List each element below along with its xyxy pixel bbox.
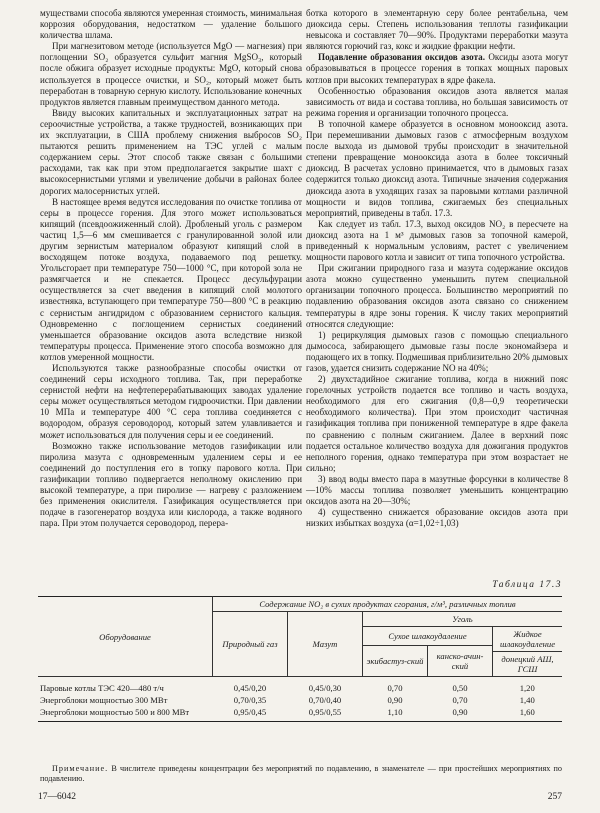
page-number: 257 (547, 792, 562, 802)
header-coal: Уголь (363, 612, 563, 627)
paragraph: Как следует из табл. 17.3, выход оксидов NO₂ в пересчете на диоксид азота на 1 м³ дымовых газов за топочной камерой, приведенный к нормальным условиям, растет с увеличением мощности парового котла и зависит от типа топочного устройства. (306, 218, 568, 263)
cell-donetsk: 1,20 (519, 683, 535, 693)
cell-mazut: 0,70/0,40 (308, 695, 342, 705)
paragraph: Возможно также использование методов газификации или пиролиза мазута с одновременным удалением серы и ее соединений до поступления его в топку парового котла. При газификации топливо подвергается неполному окислению при высокой температуре, а при пиролизе — нагреву с разложением без применения окислителя. Газификация осуществляется при подаче в газогенератор воздуха или кислорода, а также водяного пара. При этом получается сероводород, перера- (40, 440, 302, 529)
cell-kansk: 0,90 (428, 706, 493, 722)
paragraph: При магнезитовом методе (используется MgO — магнезия) при поглощении SO₂ образуется сульфит магния MgSO₃, который после обжига образует исходные продукты: MgO, который снова используется в процессе очистки, и SO₂, который может быть переработан в товарную серную кислоту. Использование конечных продуктов является главным преимуществом данного метода. (40, 41, 302, 107)
header-ekibastuz: экибастуз-ский (363, 645, 428, 676)
measures-list (306, 330, 568, 530)
table-row (38, 706, 562, 722)
header-dry-slag: Сухое шлакоудаление (363, 627, 493, 646)
paragraph: Ввиду высоких капитальных и эксплуатационных затрат на сероочистные устройства, а также трудностей, возникающих при их эксплуатации, в США проблему снижения выбросов SO₂ пытаются решить применением на ТЭС углей с малым содержанием серы. Этот способ также связан с большими расходами, так как при этом предполагается закрытие шахт с высокосернистыми углями и увеличение добычи в районах более дорогих малосернистых углей. (40, 107, 302, 196)
list-item: 2) двухстадийное сжигание топлива, когда в нижний пояс горелочных устройств подается все топливо и часть воздуха, необходимого для его сжигания (0,8—0,9 теоретически необходимого количества). При этом происходит частичная газификация топлива при пониженной температуре в ядре факела по сравнению с полным сжиганием. Далее в верхний пояс подается остальное количество воздуха для дожигания продуктов неполного горения, однако температура при этом возрастает не сильно; (306, 374, 568, 473)
table-row (38, 694, 562, 706)
section-paragraph (306, 52, 568, 85)
section-heading: Подавление образования оксидов азота. (318, 52, 485, 63)
header-gas: Природный газ (213, 612, 288, 677)
left-column (40, 8, 302, 529)
cell-donetsk: 1,60 (493, 706, 563, 722)
cell-mazut: 0,95/0,55 (288, 706, 363, 722)
header-equipment: Оборудование (38, 597, 213, 677)
note-label: Примечание. (52, 764, 109, 773)
header-donetsk: донецкий АШ, ГСШ (493, 651, 562, 674)
list-item: 1) рециркуляция дымовых газов с помощью специального дымососа, забирающего дымовые газы после экономайзера и подающего их в топку. Подмешивая приблизительно 20% дымовых газов, удается снизить содержание NO на 40%; (306, 329, 568, 373)
cell-ekibastuz: 1,10 (363, 706, 428, 722)
cell-kansk: 0,70 (452, 695, 468, 705)
table-caption: Таблица 17.3 (492, 580, 562, 590)
cell-equipment: Энергоблоки мощностью 500 и 800 МВт (38, 706, 213, 722)
section-lead-text: Оксиды азота могут образовываться в процессе горения в топках мощных паровых котлов при высоких температурах в ядре факела. (306, 52, 569, 85)
paragraph: Особенностью образования оксидов азота является малая зависимость от вида и состава топлива, но большая зависимость от режима горения и организации топочного процесса. (306, 85, 568, 118)
header-liquid-slag (493, 627, 563, 677)
cell-donetsk: 1,40 (519, 695, 535, 705)
cell-equipment: Паровые котлы ТЭС 420—480 т/ч (40, 683, 164, 693)
paragraph: При сжигании природного газа и мазута содержание оксидов азота можно существенно уменьшить путем специальной организации топочного процесса. Большинство мероприятий по подавлению образования оксидов азота связано со снижением температуры в ядре зоны горения. К числу таких мероприятий относятся следующие: (306, 263, 568, 329)
cell-ekibastuz: 0,90 (387, 695, 403, 705)
right-column (306, 8, 568, 529)
list-item: 4) существенно снижается образование оксидов азота при низких избытках воздуха (α=1,02÷1,03) (306, 507, 568, 529)
paragraph: ботка которого в элементарную серу более рентабельна, чем диоксида серы. Степень использования теплоты газификации невысока и составляет 70—90%. Продуктами переработки мазута являются горючий газ, кокс и жидкие фракции нефти. (306, 8, 568, 52)
signature-mark: 17—6042 (38, 792, 76, 802)
cell-mazut: 0,45/0,30 (308, 683, 342, 693)
cell-gas: 0,45/0,20 (233, 683, 267, 693)
header-kansk: канско-ачин-ский (428, 645, 493, 676)
paragraph: В настоящее время ведутся исследования по очистке топлива от серы в процессе горения. Для этого может использоваться кипящий (псевдоожиженный слой). Дробленый уголь с размером частиц 1,5—6 мм смешивается с гранулированной золой или другим зернистым материалом образуют кипящий слой в восходящем потоке воздуха, подаваемого под решетку. Угольсгорает при температуре 750—1000 °С, при которой зола не размягчается и не спекается. Процесс десульфурации осуществляется за счет введения в кипящий слой молотого известняка, вступающего при температуре 750—800 °С в реакцию с сернистым ангидридом с образованием сернистого кальция. Одновременно с поглощением сернистых соединений уменьшается образование оксидов азота вследствие низкой температуры процесса. Применение этого способа возможно для котлов умеренной мощности. (40, 196, 302, 362)
paragraph: муществами способа являются умеренная стоимость, минимальная коррозия оборудования, недостатком — удаление большого количества шлама. (40, 8, 302, 41)
table-note (40, 764, 562, 784)
paragraph: Используются также разнообразные способы очистки от соединений серы исходного топлива. Так, при переработке сернистой нефти на нефтеперерабатывающих заводах удаление серы может осуществляться методом гидроочистки. При давлении 10 МПа и температуре 400 °С сера топлива соединяется с водородом, образуя сероводород, который затем улавливается и может использоваться для получения серы и ее соединений. (40, 363, 302, 440)
cell-equipment: Энергоблоки мощностью 300 МВт (40, 695, 168, 705)
paragraph: В топочной камере образуется в основном монооксид азота. При перемешивании дымовых газов с атмосферным воздухом после выхода из дымовой трубы происходит в значительной степени превращение монооксида азота в более токсичный диоксид. В расчетах условно принимается, что в дымовых газах содержится только диоксид азота. Типичные значения содержания диоксида азота в уходящих газах за паровыми котлами различной мощности и видов топлива, сжигаемых без специальных мероприятий, приведены в табл. 17.3. (306, 118, 568, 218)
table-row (38, 677, 562, 695)
header-liquid-label: Жидкое шлакоудаление (499, 629, 556, 649)
cell-kansk: 0,50 (452, 683, 468, 693)
nox-table (38, 596, 562, 722)
cell-gas: 0,95/0,45 (213, 706, 288, 722)
header-span: Содержание NO₂ в сухих продуктах сгорания, г/м³, различных топлив (213, 597, 563, 612)
list-item: 3) ввод воды вместо пара в мазутные форсунки в количестве 8—10% массы топлива позволяет уменьшить концентрацию оксидов азота на 20—30%; (306, 473, 568, 507)
cell-ekibastuz: 0,70 (387, 683, 403, 693)
note-text: В числителе приведены концентрации без мероприятий по подавлению, в знаменателе — при простейших мероприятиях по подавлению. (40, 764, 563, 783)
cell-gas: 0,70/0,35 (233, 695, 267, 705)
header-mazut: Мазут (288, 612, 363, 677)
